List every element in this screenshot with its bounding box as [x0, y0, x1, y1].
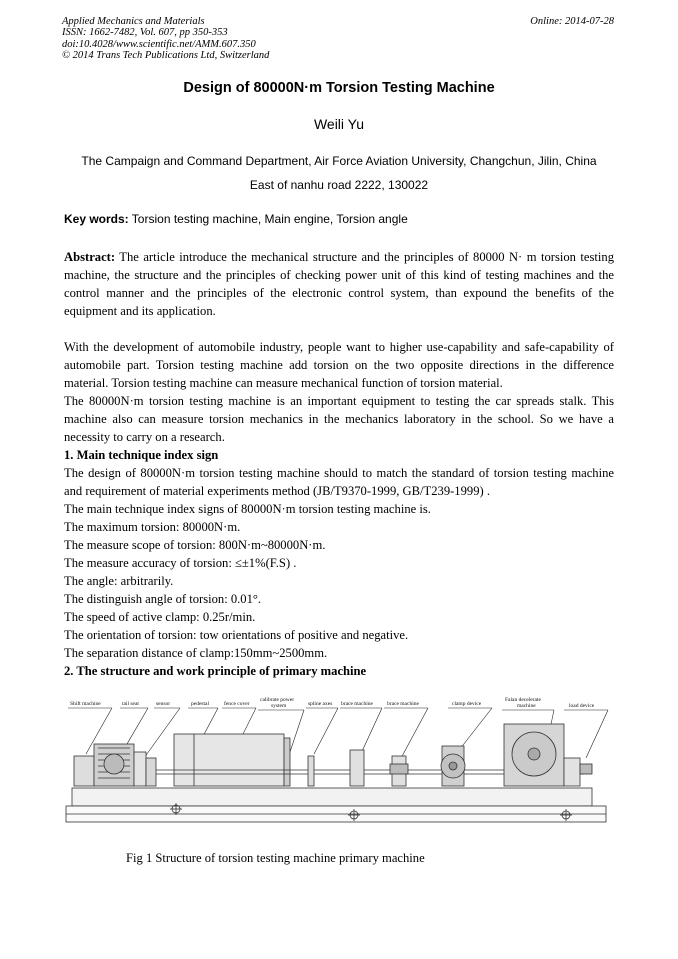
paragraph-index-intro: The main technique index signs of 80000N·m torsion testing machine is. [64, 502, 431, 516]
keywords [64, 212, 408, 226]
label-falan-1: Falan decelerate [505, 697, 541, 703]
index-item-angle: The angle: arbitrarily. [64, 574, 174, 588]
label-calibrate-1: calibrate power [260, 697, 295, 703]
issn: ISSN: 1662-7482, Vol. 607, pp 350-353 [62, 27, 228, 39]
section-heading-1: 1. Main technique index sign [64, 448, 219, 462]
label-calibrate-2: system [271, 703, 287, 709]
label-shift-machine: Shift machine [70, 701, 101, 707]
paragraph-importance: The 80000N·m torsion testing machine is an important equipment to testing the car spreads stalk. This machine also can measure torsion mechanics in the mechanics laboratory in the school. So we have a necessity to carry on a research. [64, 394, 614, 444]
keywords-label: Key words: [64, 212, 129, 226]
keywords-text: Torsion testing machine, Main engine, Torsion angle [128, 212, 408, 226]
index-item-accuracy: The measure accuracy of torsion: ≤±1%(F.S) . [64, 556, 297, 570]
abstract-text: The article introduce the mechanical structure and the principles of 80000 N· m torsion testing machine, the structure and the principles of checking power unit of this kind of testing machines and the control manner and the principles of the electronic control system, than expound the benefits of the equipment and its application. [64, 250, 614, 318]
index-item-separation: The separation distance of clamp:150mm~2500mm. [64, 646, 328, 660]
abstract [64, 248, 614, 320]
affiliation [40, 149, 638, 197]
journal-header [62, 16, 269, 62]
label-fence-cover: fence cover [224, 701, 250, 707]
label-falan-2: machine [517, 703, 536, 709]
label-sensor: sensor [156, 701, 171, 707]
figure-caption: Fig 1 Structure of torsion testing machine primary machine [126, 851, 425, 865]
index-item-clamp-speed: The speed of active clamp: 0.25r/min. [64, 610, 256, 624]
paragraph-standard: The design of 80000N·m torsion testing machine should to match the standard of torsion testing machine and requirement of material experiments method (JB/T9370-1999, GB/T239-1999) . [64, 466, 614, 498]
label-tail-seat: tail seat [122, 701, 139, 707]
paper-title: Design of 80000N·m Torsion Testing Machine [183, 80, 495, 96]
index-item-measure-scope: The measure scope of torsion: 800N·m~80000N·m. [64, 538, 326, 552]
body-text [64, 338, 614, 680]
section-heading-2: 2. The structure and work principle of primary machine [64, 664, 367, 678]
journal-name: Applied Mechanics and Materials [62, 16, 205, 27]
label-clamp-device: clamp device [452, 701, 482, 707]
paragraph-intro: With the development of automobile industry, people want to higher use-capability and safe-capability of automobile part. Torsion testing machine add torsion on the two opposite directions in the difference material. Torsion testing machine can measure mechanical function of torsion material. [64, 340, 614, 390]
online-date: Online: 2014-07-28 [530, 16, 614, 27]
author: Weili Yu [313, 116, 365, 132]
doi: doi:10.4028/www.scientific.net/AMM.607.350 [62, 38, 256, 50]
affiliation-line-2: East of nanhu road 2222, 130022 [249, 178, 429, 192]
label-pedestal: pedestal [191, 701, 210, 707]
index-item-max-torsion: The maximum torsion: 80000N·m. [64, 520, 241, 534]
copyright: © 2014 Trans Tech Publications Ltd, Switzerland [62, 50, 270, 62]
label-load-device: load device [569, 703, 595, 709]
index-item-distinguish-angle: The distinguish angle of torsion: 0.01°. [64, 592, 262, 606]
machine-drawing [66, 724, 606, 822]
machine-structure-figure [64, 694, 614, 848]
index-item-orientation: The orientation of torsion: tow orientations of positive and negative. [64, 628, 409, 642]
label-brace-machine-1: brace machine [341, 701, 373, 707]
abstract-label: Abstract: [64, 250, 116, 264]
label-brace-machine-2: brace machine [387, 701, 419, 707]
affiliation-line-1: The Campaign and Command Department, Air Force Aviation University, Changchun, Jilin, China [81, 154, 597, 168]
label-spline-axes: spline axes [308, 701, 333, 707]
